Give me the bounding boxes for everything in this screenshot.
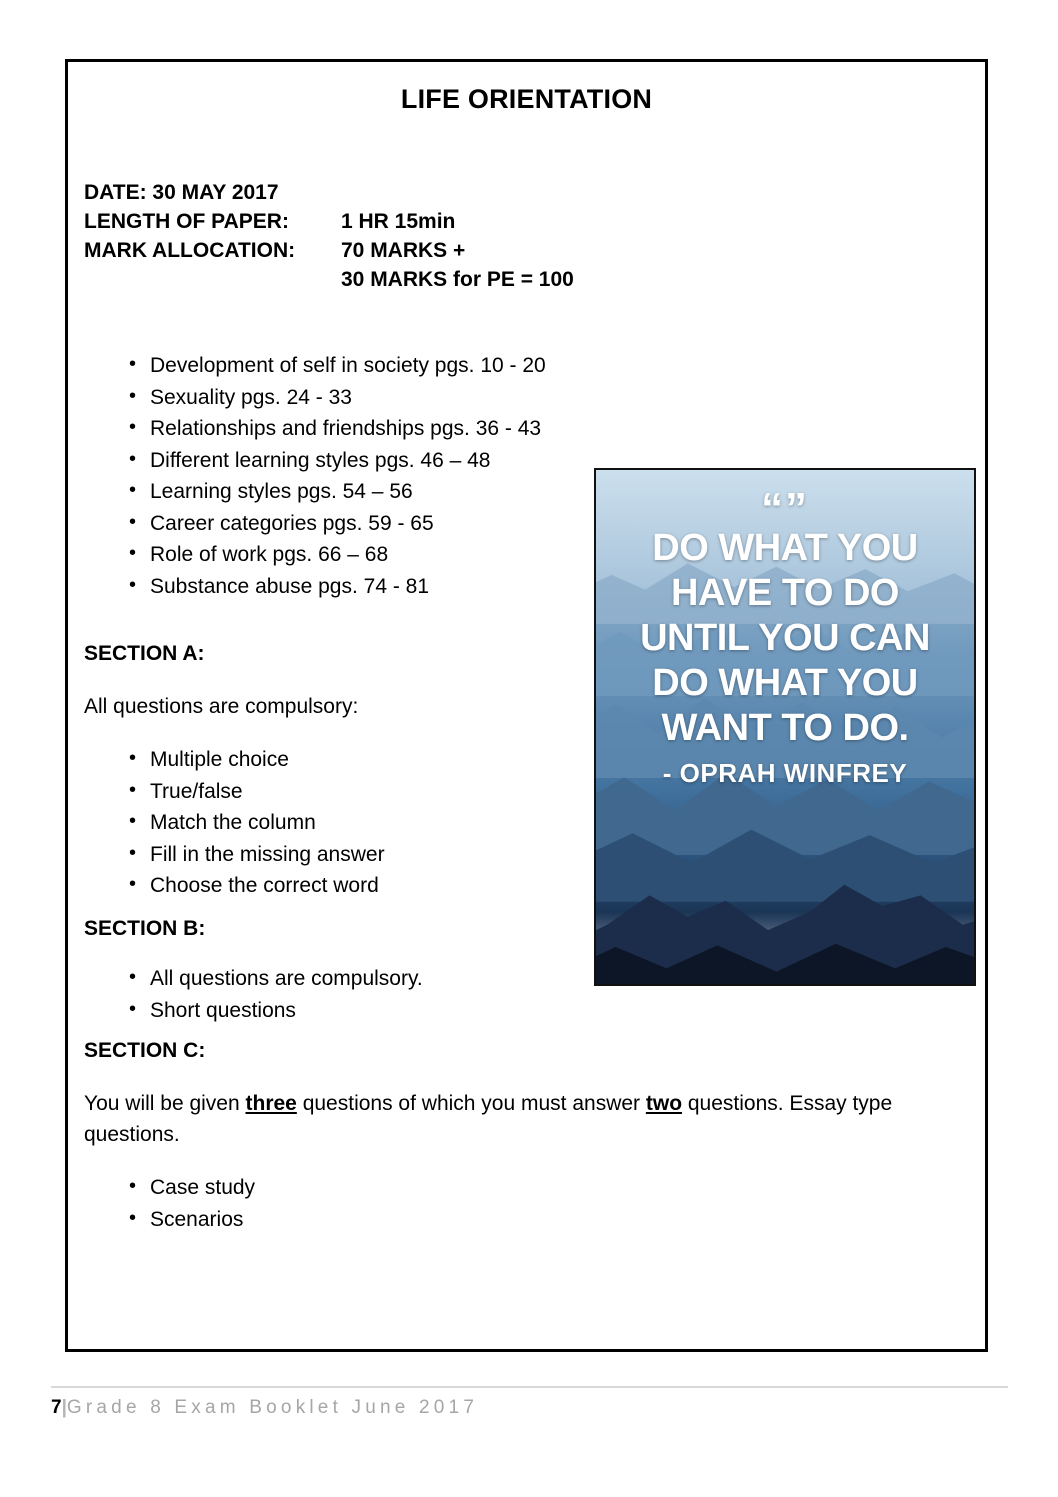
list-item: • Match the column bbox=[84, 807, 584, 839]
section-b-list bbox=[84, 963, 584, 1026]
quote-line: DO WHAT YOU bbox=[652, 527, 918, 569]
quote-poster-image bbox=[594, 468, 976, 986]
section-a-intro: All questions are compulsory: bbox=[84, 695, 359, 718]
section-c bbox=[84, 1037, 974, 1235]
meta-value-marks: 70 MARKS + bbox=[341, 239, 466, 262]
meta-value-length: 1 HR 15min bbox=[341, 210, 456, 233]
section-c-emphasis-two: two bbox=[645, 1092, 683, 1115]
section-c-text-part2: questions of which you must answer bbox=[296, 1092, 646, 1115]
topic-list bbox=[84, 350, 604, 602]
list-item: • True/false bbox=[84, 776, 584, 808]
list-item: • Choose the correct word bbox=[84, 870, 584, 902]
list-item: • Multiple choice bbox=[84, 744, 584, 776]
quote-line: UNTIL YOU CAN bbox=[640, 617, 930, 659]
list-item: • Short questions bbox=[84, 995, 584, 1027]
section-a-heading: SECTION A: bbox=[84, 642, 205, 665]
section-c-list bbox=[84, 1172, 974, 1235]
section-b bbox=[84, 915, 584, 1026]
quotation-mark-icon: “” bbox=[761, 484, 809, 533]
list-item: • Development of self in society pgs. 10 - 20 bbox=[84, 350, 604, 382]
list-item: • Learning styles pgs. 54 – 56 bbox=[84, 476, 604, 508]
list-item: • Sexuality pgs. 24 - 33 bbox=[84, 382, 604, 414]
footer-divider bbox=[51, 1386, 1008, 1388]
section-c-text-part1: You will be given bbox=[84, 1092, 246, 1115]
quote-text-block bbox=[596, 484, 974, 790]
list-item: • Scenarios bbox=[84, 1204, 974, 1236]
meta-label-marks: MARK ALLOCATION: bbox=[84, 239, 296, 262]
quote-author: - OPRAH WINFREY bbox=[662, 758, 908, 788]
meta-row-length bbox=[84, 207, 574, 236]
exam-meta-block bbox=[84, 178, 574, 294]
list-item: • Role of work pgs. 66 – 68 bbox=[84, 539, 604, 571]
list-item: • Case study bbox=[84, 1172, 974, 1204]
section-a-list bbox=[84, 744, 584, 902]
meta-row-date bbox=[84, 178, 574, 207]
footer-text: Grade 8 Exam Booklet June 2017 bbox=[66, 1397, 479, 1418]
section-a bbox=[84, 640, 584, 902]
list-item: • Fill in the missing answer bbox=[84, 839, 584, 871]
page-footer bbox=[51, 1394, 478, 1422]
list-item: • Substance abuse pgs. 74 - 81 bbox=[84, 571, 604, 603]
quote-line: HAVE TO DO bbox=[671, 572, 899, 614]
meta-value-marks-pe: 30 MARKS for PE = 100 bbox=[341, 268, 574, 291]
section-c-text-part3: questions. Essay type questions. bbox=[84, 1092, 893, 1146]
page-title: LIFE ORIENTATION bbox=[400, 84, 653, 114]
meta-row-marks-pe bbox=[84, 265, 574, 294]
meta-label-date: DATE: 30 MAY 2017 bbox=[84, 181, 279, 204]
quote-line: WANT TO DO. bbox=[661, 707, 909, 749]
list-item: • Career categories pgs. 59 - 65 bbox=[84, 508, 604, 540]
footer-separator: | bbox=[61, 1397, 67, 1418]
meta-label-blank bbox=[84, 265, 341, 294]
meta-label-length: LENGTH OF PAPER: bbox=[84, 210, 289, 233]
section-c-paragraph bbox=[84, 1088, 974, 1150]
footer-page-number: 7 bbox=[51, 1397, 62, 1418]
list-item: • All questions are compulsory. bbox=[84, 963, 584, 995]
meta-row-marks bbox=[84, 236, 574, 265]
section-c-heading: SECTION C: bbox=[84, 1039, 206, 1062]
list-item: • Relationships and friendships pgs. 36 - 43 bbox=[84, 413, 604, 445]
page-content-border bbox=[65, 59, 988, 1352]
list-item: • Different learning styles pgs. 46 – 48 bbox=[84, 445, 604, 477]
section-c-emphasis-three: three bbox=[245, 1092, 297, 1115]
section-b-heading: SECTION B: bbox=[84, 917, 206, 940]
quote-line: DO WHAT YOU bbox=[652, 662, 918, 704]
